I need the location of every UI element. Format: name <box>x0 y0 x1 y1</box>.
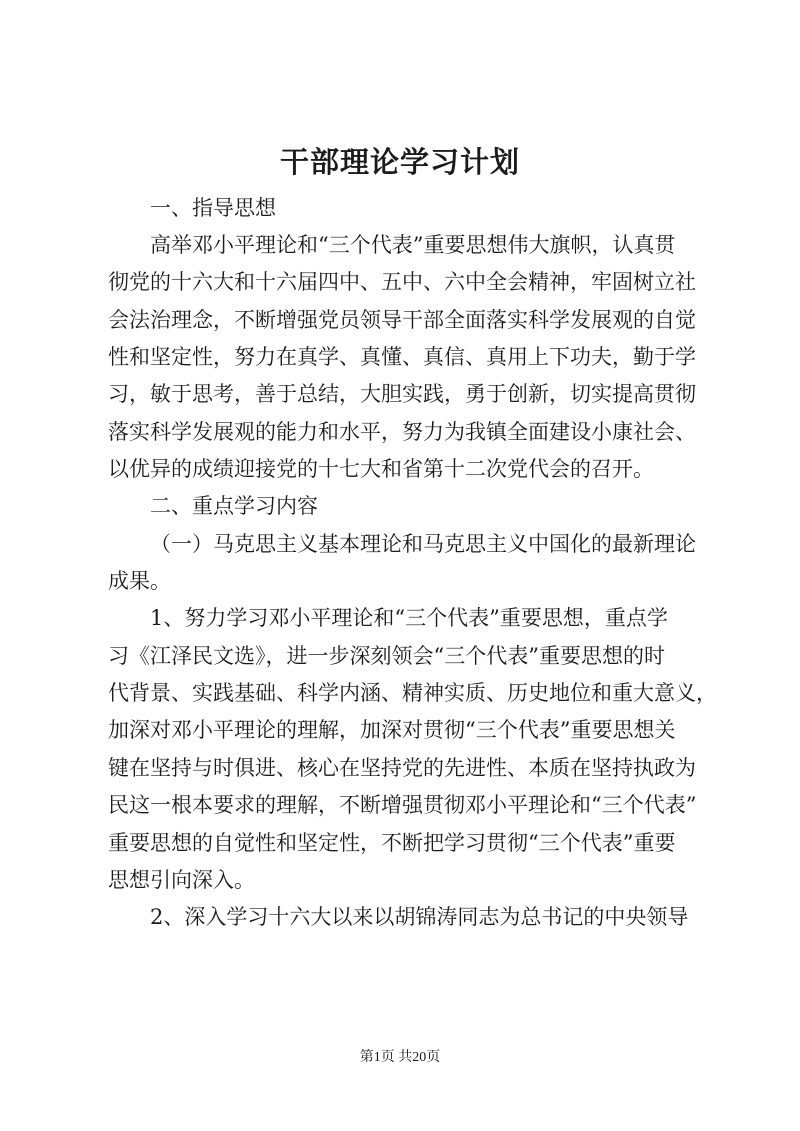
paragraph-line: 习《江泽民文选》，进一步深刻领会“三个代表”重要思想的时 <box>108 644 665 668</box>
paragraph-line: 彻党的十六大和十六届四中、五中、六中全会精神，牢固树立社 <box>108 270 696 294</box>
subheading-line: （一）马克思主义基本理论和马克思主义中国化的最新理论 <box>150 532 696 556</box>
paragraph-line: 以优异的成绩迎接党的十七大和省第十二次党代会的召开。 <box>108 457 654 481</box>
paragraph-line: 民这一根本要求的理解，不断增强贯彻邓小平理论和“三个代表” <box>108 793 697 817</box>
heading-key-content: 二、重点学习内容 <box>150 494 318 518</box>
paragraph-line: 加深对邓小平理论的理解，加深对贯彻“三个代表”重要思想关 <box>108 718 676 742</box>
paragraph-line: 1、努力学习邓小平理论和“三个代表”重要思想，重点学 <box>150 606 668 630</box>
paragraph-line: 习，敏于思考，善于总结，大胆实践，勇于创新，切实提高贯彻 <box>108 382 696 406</box>
paragraph-line: 代背景、实践基础、科学内涵、精神实质、历史地位和重大意义， <box>108 681 717 705</box>
paragraph-line: 性和坚定性，努力在真学、真懂、真信、真用上下功夫，勤于学 <box>108 345 696 369</box>
page-number-footer: 第1页 共20页 <box>359 1050 441 1065</box>
paragraph-line: 会法治理念，不断增强党员领导干部全面落实科学发展观的自觉 <box>108 308 696 332</box>
paragraph-line: 落实科学发展观的能力和水平，努力为我镇全面建设小康社会、 <box>108 420 696 444</box>
heading-guiding-thought: 一、指导思想 <box>150 196 276 220</box>
paragraph-line: 2、深入学习十六大以来以胡锦涛同志为总书记的中央领导 <box>150 905 689 929</box>
paragraph-line: 键在坚持与时俱进、核心在坚持党的先进性、本质在坚持执政为 <box>108 756 696 780</box>
subheading-line: 成果。 <box>108 569 171 593</box>
document-title: 干部理论学习计划 <box>279 145 520 179</box>
paragraph-line: 高举邓小平理论和“三个代表”重要思想伟大旗帜，认真贯 <box>150 233 676 257</box>
paragraph-line: 重要思想的自觉性和坚定性，不断把学习贯彻“三个代表”重要 <box>108 831 676 855</box>
paragraph-line: 思想引向深入。 <box>108 868 255 892</box>
